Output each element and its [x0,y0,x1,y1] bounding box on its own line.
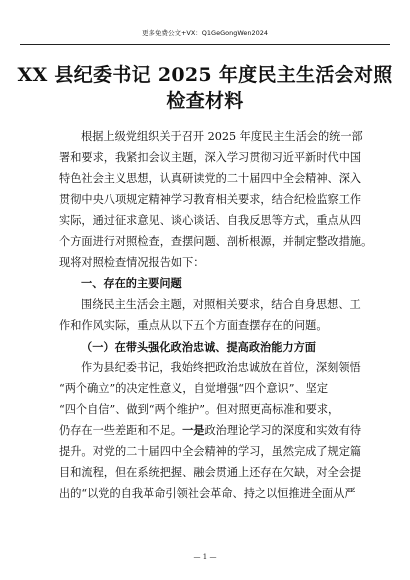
emphasis-first-point: 一是 [182,424,205,437]
intro-line-7: 现将对照检查情况报告如下： [59,256,205,269]
intro-line-2: 署和要求，我紧扣会议主题，深入学习贯彻习近平新时代中国 [59,151,362,164]
sub1-line-1: 作为县纪委书记，我始终把政治忠诚放在首位，深刻领悟 [81,361,361,374]
document-title-line-1: XX 县纪委书记 2025 年度民主生活会对照 [17,64,393,86]
sub1-line-4-tail: 政治理论学习的深度和实效有待 [204,424,362,437]
section-heading-1: 一、存在的主要问题 [81,277,182,290]
sub1-line-3: “四个自信”、做到“两个维护”。但对照更高标准和要求， [59,403,340,416]
intro-line-4: 贯彻中央八项规定精神学习教育相关要求，结合纪检监察工作 [59,193,362,206]
subsection-heading-1: （一）在带头强化政治忠诚、提高政治能力方面 [81,340,316,354]
sub1-line-7: 出的“以党的自我革命引领社会革命、持之以恒推进全面从严 [59,487,356,500]
section1-line-2: 作和作风实际，重点从以下五个方面查摆存在的问题。 [59,319,328,332]
sub1-line-4-head: 仍存在一些差距和不足。 [59,424,183,437]
intro-line-6: 个方面进行对照检查，查摆问题、剖析根源，并制定整改措施。 [59,235,373,248]
intro-line-5: 实际，通过征求意见、谈心谈话、自我反思等方式，重点从四 [59,214,362,227]
intro-line-1: 根据上级党组织关于召开 2025 年度民主生活会的统一部 [81,130,363,143]
sub1-line-6: 目和流程，但在系统把握、融会贯通上还存在欠缺，对全会提 [59,466,362,479]
header-rule [20,0,390,45]
intro-line-3: 特色社会主义思想，认真研读党的二十届四中全会精神、深入 [59,172,362,185]
sub1-line-2: “两个确立”的决定性意义，自觉增强“四个意识”、坚定 [59,382,329,395]
sub1-line-5: 提升。对党的二十届四中全会精神的学习，虽然完成了规定篇 [59,445,362,458]
page-number: — 1 — [193,553,217,561]
sub1-line-4 [59,423,362,439]
section1-line-1: 围绕民主生活会主题，对照相关要求，结合自身思想、工 [81,298,361,311]
header-watermark-text: 更多免费公文+VX：Q1GeGongWen2024 [141,29,269,37]
document-title-line-2: 检查材料 [166,90,244,112]
